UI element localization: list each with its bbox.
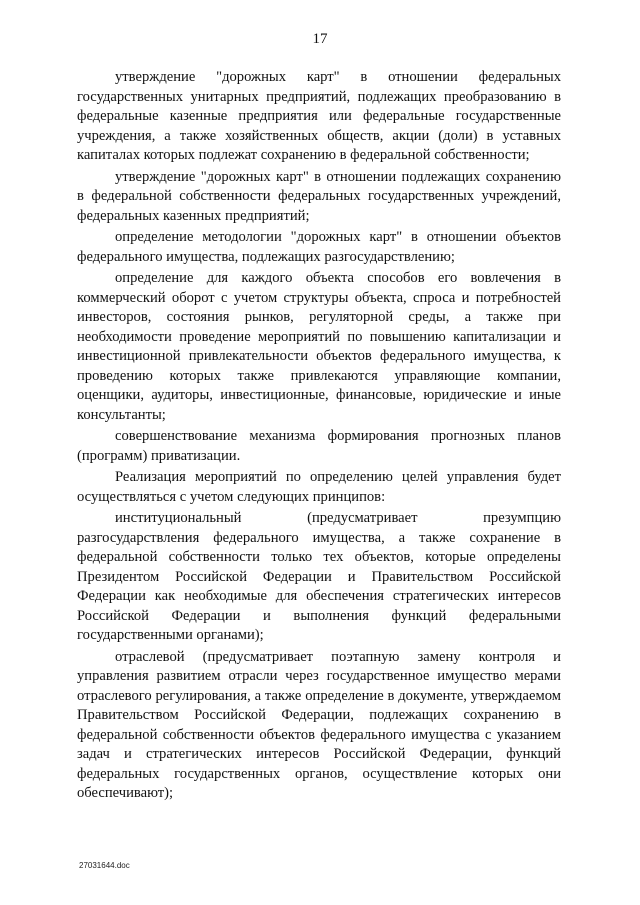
paragraph-commercial-turnover-methods: определение для каждого объекта способов его вовлечения в коммерческий оборот с учетом структуры объекта, спроса и потребностей инвесторов, состояния рынков, регуляторной среды, а также при необходимости проведение мероприятий по повышению капитализации и инвестиционной привлекательности объектов федерального имущества, к проведению которых также привлекаются управляющие компании, оценщики, аудиторы, инвестиционные, финансовые, юридические и иные консультанты;	[77, 270, 561, 423]
paragraph-roadmaps-unitary-enterprises: утверждение "дорожных карт" в отношении федеральных государственных унитарных предприятий, подлежащих преобразованию в федеральные казенные предприятия или федеральные государственные учреждения, а также хозяйственных обществ, акции (доли) в уставных капиталах которых подлежат сохранению в федеральной собственности;	[77, 69, 561, 163]
paragraph-roadmaps-federal-institutions: утверждение "дорожных карт" в отношении подлежащих сохранению в федеральной собственности федеральных государственных учреждений, федеральных казенных предприятий;	[77, 168, 561, 224]
page-number: 17	[312, 31, 328, 47]
footer-filename: 27031644.doc	[79, 861, 130, 870]
document-body	[77, 68, 561, 806]
paragraph-roadmap-methodology: определение методологии "дорожных карт" в отношении объектов федерального имущества, подлежащих разгосударствлению;	[77, 229, 561, 265]
paragraph-sectoral-principle: отраслевой (предусматривает поэтапную замену контроля и управления развитием отрасли через государственное имущество мерами отраслевого регулирования, а также определение в документе, утверждаемом Правительством Российской Федерации, подлежащих сохранению в федеральной собственности объектов федерального имущества с указанием задач и стратегических интересов Российской Федерации, функций федеральных государственных органов, осуществление которых они обеспечивают);	[77, 648, 561, 801]
paragraph-institutional-principle: институциональный (предусматривает презумпцию разгосударствления федерального имущества, а также сохранение в федеральной собственности только тех объектов, которые определены Президентом Российской Федерации и Правительством Российской Федерации как необходимые для обеспечения стратегических интересов Российской Федерации и выполнения функций федеральными государственными органами);	[77, 510, 561, 643]
paragraph-principles-intro: Реализация мероприятий по определению целей управления будет осуществляться с учетом следующих принципов:	[77, 469, 561, 505]
paragraph-privatization-plans: совершенствование механизма формирования прогнозных планов (программ) приватизации.	[77, 428, 561, 464]
